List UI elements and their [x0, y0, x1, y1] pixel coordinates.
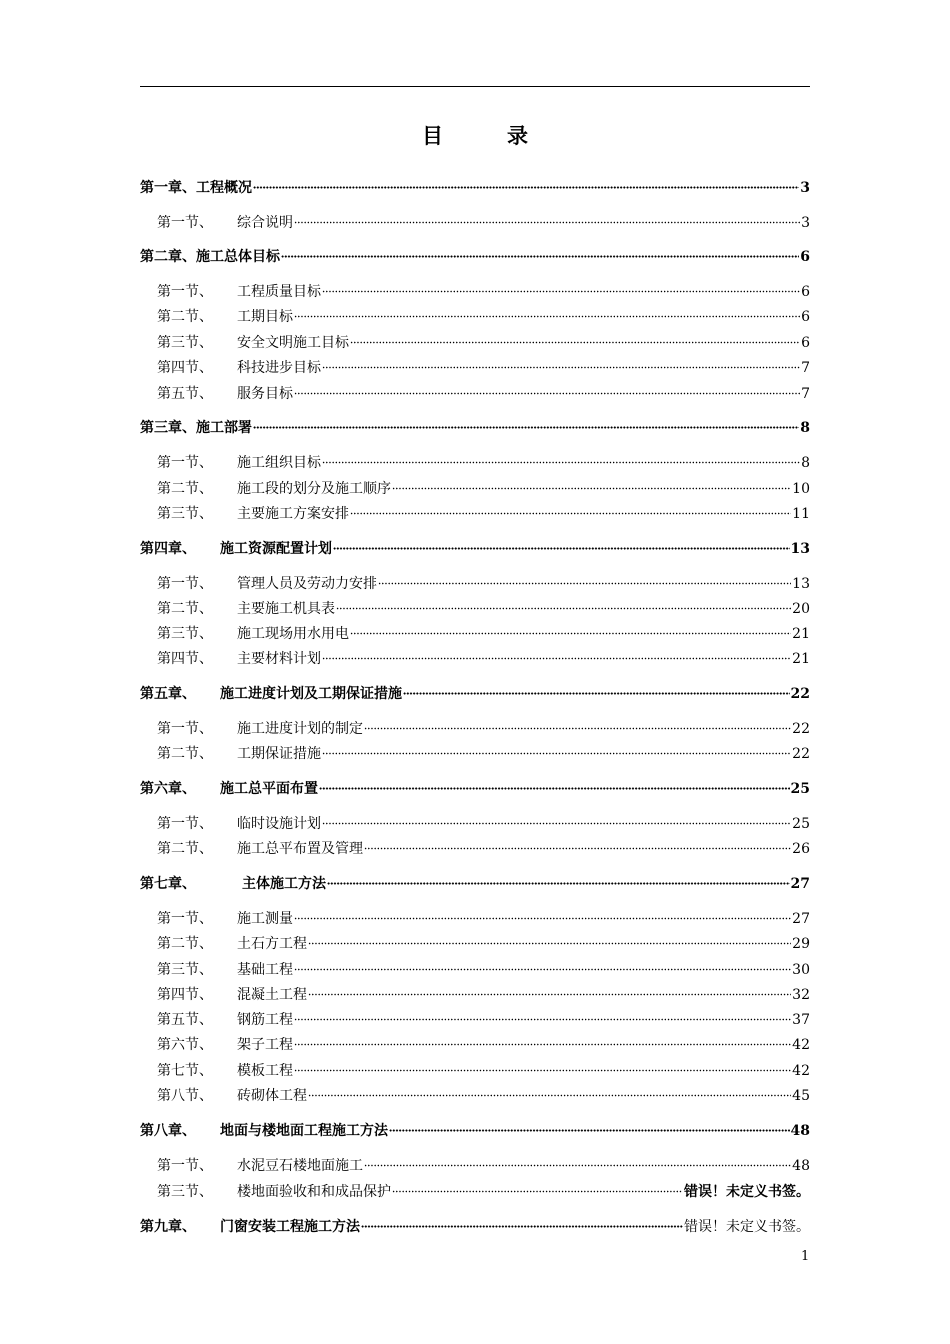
dot-leader [392, 1178, 683, 1196]
toc-chapter-entry[interactable] [140, 535, 810, 558]
dot-leader [281, 243, 799, 261]
toc-entry-label: 土石方工程 [237, 936, 307, 952]
toc-chapter-entry[interactable] [140, 775, 810, 798]
toc-chapter-entry[interactable] [140, 1117, 810, 1140]
toc-entry-page: 10 [792, 481, 810, 497]
toc-entry-page: 8 [800, 420, 810, 436]
toc-entry-label: 管理人员及劳动力安排 [237, 576, 377, 592]
dot-leader [294, 905, 791, 923]
toc-entry-page: 21 [792, 626, 810, 642]
toc-entry-label: 砖砌体工程 [237, 1088, 307, 1104]
toc-entry-number: 第二节、 [157, 309, 213, 325]
toc-entry-page: 错误！未定义书签。 [684, 1184, 810, 1200]
toc-entry-label: 钢筋工程 [237, 1012, 293, 1028]
dot-leader [350, 500, 791, 518]
toc-entry-page: 13 [792, 576, 810, 592]
toc-entry-label: 水泥豆石楼地面施工 [237, 1158, 363, 1174]
toc-section-entry[interactable] [157, 1082, 810, 1105]
toc-entry-page: 26 [792, 841, 810, 857]
toc-entry-label: 楼地面验收和和成品保护 [237, 1184, 391, 1200]
toc-section-entry[interactable] [157, 981, 810, 1004]
dot-leader [294, 1057, 791, 1075]
dot-leader [333, 535, 790, 553]
toc-entry-page: 6 [801, 335, 810, 351]
toc-chapter-entry[interactable] [140, 870, 810, 893]
dot-leader [336, 595, 791, 613]
toc-entry-label: 施工总平面布置 [220, 781, 318, 797]
toc-entry-page: 37 [792, 1012, 810, 1028]
toc-section-entry[interactable] [157, 956, 810, 979]
toc-entry-number: 第一节、 [157, 215, 213, 231]
toc-entry-number: 第四章、 [140, 541, 196, 557]
toc-section-entry[interactable] [157, 329, 810, 352]
toc-entry-label: 工程质量目标 [237, 284, 321, 300]
dot-leader [364, 835, 791, 853]
toc-section-entry[interactable] [157, 209, 810, 232]
toc-entry-label: 安全文明施工目标 [237, 335, 349, 351]
dot-leader [294, 209, 800, 227]
toc-entry-label: 施工总体目标 [196, 249, 280, 265]
toc-chapter-entry[interactable] [140, 1213, 810, 1236]
toc-entry-page: 25 [790, 781, 810, 797]
toc-entry-number: 第一节、 [157, 455, 213, 471]
toc-entry-page: 42 [792, 1037, 810, 1053]
toc-section-entry[interactable] [157, 500, 810, 523]
toc-entry-page: 6 [801, 284, 810, 300]
dot-leader [294, 1006, 791, 1024]
toc-entry-page: 21 [792, 651, 810, 667]
toc-section-entry[interactable] [157, 810, 810, 833]
toc-entry-number: 第二节、 [157, 746, 213, 762]
toc-entry-label: 主要施工方案安排 [237, 506, 349, 522]
toc-section-entry[interactable] [157, 449, 810, 472]
toc-entry-label: 主体施工方法 [242, 876, 326, 892]
toc-entry-label: 综合说明 [237, 215, 293, 231]
toc-entry-page: 8 [801, 455, 810, 471]
toc-entry-number: 第七节、 [157, 1063, 213, 1079]
toc-entry-page: 22 [792, 721, 810, 737]
toc-entry-page: 7 [801, 360, 810, 376]
title-char-left: 目 [422, 123, 443, 148]
toc-section-entry[interactable] [157, 620, 810, 643]
toc-entry-number: 第八章、 [140, 1123, 196, 1139]
toc-entry-number: 第二章、 [140, 249, 196, 265]
toc-entry-number: 第三节、 [157, 335, 213, 351]
toc-entry-number: 第八节、 [157, 1088, 213, 1104]
toc-section-entry[interactable] [157, 380, 810, 403]
toc-entry-number: 第一节、 [157, 816, 213, 832]
toc-entry-page: 20 [792, 601, 810, 617]
toc-entry-label: 工期保证措施 [237, 746, 321, 762]
toc-section-entry[interactable] [157, 303, 810, 326]
toc-entry-page: 错误！未定义书签。 [684, 1219, 810, 1235]
toc-entry-label: 临时设施计划 [237, 816, 321, 832]
toc-entry-number: 第一章、 [140, 180, 196, 196]
toc-entry-number: 第三节、 [157, 962, 213, 978]
toc-entry-label: 施工部署 [196, 420, 252, 436]
toc-entry-label: 施工资源配置计划 [220, 541, 332, 557]
toc-entry-number: 第一节、 [157, 284, 213, 300]
dot-leader [364, 1152, 791, 1170]
toc-section-entry[interactable] [157, 1006, 810, 1029]
dot-leader [294, 1031, 791, 1049]
dot-leader [294, 303, 800, 321]
toc-entry-label: 混凝土工程 [237, 987, 307, 1003]
toc-entry-label: 架子工程 [237, 1037, 293, 1053]
toc-entry-number: 第五节、 [157, 386, 213, 402]
toc-entry-label: 施工进度计划的制定 [237, 721, 363, 737]
toc-chapter-entry[interactable] [140, 174, 810, 197]
toc-entry-page: 27 [792, 911, 810, 927]
toc-chapter-entry[interactable] [140, 243, 810, 266]
dot-leader [319, 775, 790, 793]
toc-entry-label: 服务目标 [237, 386, 293, 402]
toc-entry-number: 第三章、 [140, 420, 196, 436]
toc-section-entry[interactable] [157, 905, 810, 928]
toc-section-entry[interactable] [157, 1152, 810, 1175]
toc-entry-label: 模板工程 [237, 1063, 293, 1079]
dot-leader [378, 570, 791, 588]
toc-entry-page: 7 [801, 386, 810, 402]
toc-entry-label: 科技进步目标 [237, 360, 321, 376]
toc-entry-number: 第三节、 [157, 1184, 213, 1200]
dot-leader [389, 1117, 790, 1135]
dot-leader [322, 354, 800, 372]
dot-leader [322, 810, 791, 828]
header-rule [140, 86, 810, 87]
toc-section-entry[interactable] [157, 930, 810, 953]
dot-leader [403, 680, 790, 698]
dot-leader [350, 620, 791, 638]
toc-entry-page: 11 [792, 506, 810, 522]
toc-entry-number: 第六章、 [140, 781, 196, 797]
toc-title [0, 120, 950, 150]
toc-section-entry[interactable] [157, 595, 810, 618]
toc-entry-page: 6 [800, 249, 810, 265]
toc-entry-page: 6 [801, 309, 810, 325]
toc-entry-page: 32 [792, 987, 810, 1003]
toc-chapter-entry[interactable] [140, 414, 810, 437]
toc-entry-label: 工程概况 [196, 180, 252, 196]
toc-entry-label: 工期目标 [237, 309, 293, 325]
dot-leader [322, 278, 800, 296]
toc-section-entry[interactable] [157, 1178, 810, 1201]
toc-entry-number: 第二节、 [157, 936, 213, 952]
dot-leader [392, 475, 791, 493]
toc-section-entry[interactable] [157, 1057, 810, 1080]
toc-entry-page: 42 [792, 1063, 810, 1079]
toc-entry-number: 第四节、 [157, 651, 213, 667]
dot-leader [294, 956, 791, 974]
toc-entry-number: 第一节、 [157, 1158, 213, 1174]
toc-chapter-entry[interactable] [140, 680, 810, 703]
toc-entry-label: 主要材料计划 [237, 651, 321, 667]
dot-leader [308, 981, 791, 999]
toc-entry-label: 施工进度计划及工期保证措施 [220, 686, 402, 702]
dot-leader [294, 380, 800, 398]
toc-entry-label: 基础工程 [237, 962, 293, 978]
toc-entry-label: 主要施工机具表 [237, 601, 335, 617]
dot-leader [308, 930, 791, 948]
toc-entry-number: 第五节、 [157, 1012, 213, 1028]
toc-entry-number: 第三节、 [157, 506, 213, 522]
toc-entry-page: 45 [792, 1088, 810, 1104]
toc-entry-number: 第五章、 [140, 686, 196, 702]
toc-entry-number: 第二节、 [157, 481, 213, 497]
toc-entry-page: 3 [801, 215, 810, 231]
toc-entry-number: 第一节、 [157, 911, 213, 927]
toc-section-entry[interactable] [157, 354, 810, 377]
toc-entry-number: 第九章、 [140, 1219, 196, 1235]
toc-section-entry[interactable] [157, 1031, 810, 1054]
toc-entry-page: 30 [792, 962, 810, 978]
toc-entry-number: 第六节、 [157, 1037, 213, 1053]
toc-entry-page: 48 [790, 1123, 810, 1139]
dot-leader [253, 414, 799, 432]
toc-section-entry[interactable] [157, 570, 810, 593]
toc-entry-number: 第七章、 [140, 876, 196, 892]
toc-section-entry[interactable] [157, 715, 810, 738]
dot-leader [350, 329, 800, 347]
toc-section-entry[interactable] [157, 475, 810, 498]
toc-entry-label: 施工总平布置及管理 [237, 841, 363, 857]
toc-entry-page: 48 [792, 1158, 810, 1174]
dot-leader [364, 715, 791, 733]
dot-leader [308, 1082, 791, 1100]
toc-entry-page: 25 [792, 816, 810, 832]
toc-section-entry[interactable] [157, 740, 810, 763]
dot-leader [322, 740, 791, 758]
toc-entry-label: 地面与楼地面工程施工方法 [220, 1123, 388, 1139]
toc-entry-number: 第三节、 [157, 626, 213, 642]
toc-entry-page: 22 [790, 686, 810, 702]
toc-entry-page: 3 [800, 180, 810, 196]
dot-leader [322, 645, 791, 663]
toc-entry-label: 施工段的划分及施工顺序 [237, 481, 391, 497]
page-number-value: 1 [801, 1249, 810, 1264]
toc-entry-label: 施工组织目标 [237, 455, 321, 471]
toc-entry-number: 第二节、 [157, 601, 213, 617]
toc-entry-number: 第一节、 [157, 721, 213, 737]
toc-entry-page: 22 [792, 746, 810, 762]
toc-entry-page: 13 [790, 541, 810, 557]
toc-entry-number: 第一节、 [157, 576, 213, 592]
dot-leader [253, 174, 799, 192]
toc-entry-number: 第四节、 [157, 987, 213, 1003]
toc-entry-label: 施工现场用水用电 [237, 626, 349, 642]
toc-section-entry[interactable] [157, 835, 810, 858]
toc-section-entry[interactable] [157, 645, 810, 668]
toc-entry-label: 施工测量 [237, 911, 293, 927]
toc-entry-number: 第四节、 [157, 360, 213, 376]
toc-section-entry[interactable] [157, 278, 810, 301]
dot-leader [322, 449, 800, 467]
toc-entry-page: 27 [790, 876, 810, 892]
title-char-right: 录 [507, 123, 528, 148]
toc-entry-number: 第二节、 [157, 841, 213, 857]
toc-entry-label: 门窗安装工程施工方法 [220, 1219, 360, 1235]
toc-entry-page: 29 [792, 936, 810, 952]
dot-leader [361, 1213, 683, 1231]
dot-leader [327, 870, 790, 888]
